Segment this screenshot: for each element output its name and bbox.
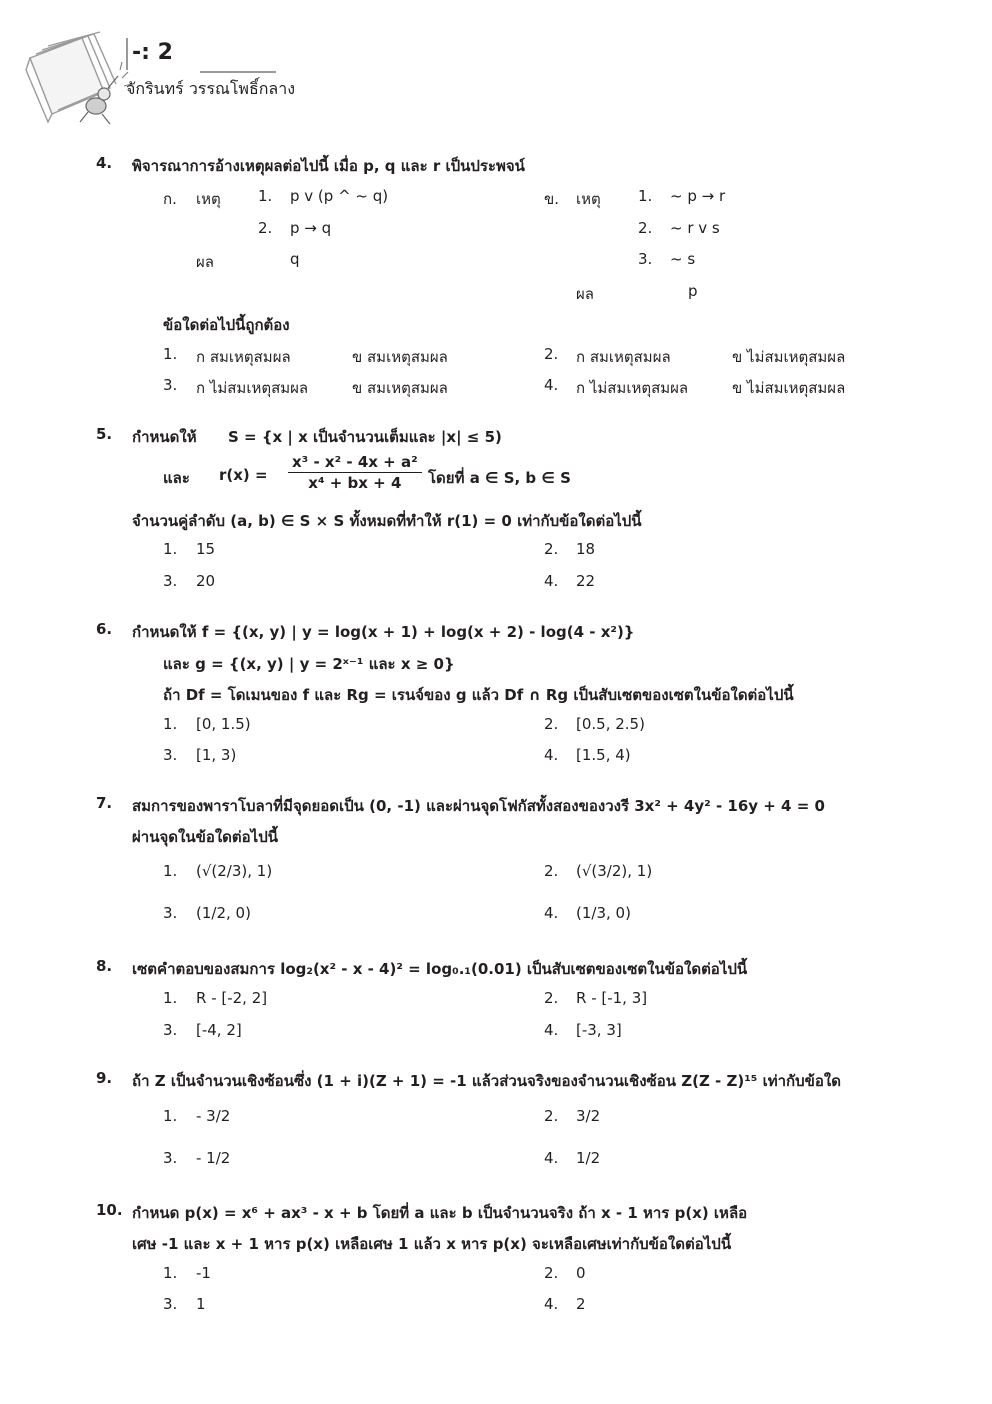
q10-line1: กำหนด p(x) = x⁶ + ax³ - x + b โดยที่ a และ b เป็นจำนวนจริง ถ้า x - 1 หาร p(x) เหลือ [132,1204,748,1222]
q4-b-conclusion-label: ผล [576,285,594,303]
option-num: 1. [163,989,178,1007]
option-text: [0, 1.5) [196,715,251,733]
option-num: 4. [544,1021,559,1039]
option-text: 15 [196,540,216,558]
q4-option-num: 4. [544,376,559,394]
q5-fraction-denominator: x⁴ + bx + 4 [308,474,402,492]
q4-b-premise-label: เหตุ [576,190,601,208]
author-name: จักรินทร์ วรรณโพธิ์กลาง [126,79,296,98]
q4-option-a: ก ไม่สมเหตุสมผล [576,379,689,397]
q4-option-b: ข ไม่สมเหตุสมผล [732,348,846,366]
option-text: [1.5, 4) [576,746,631,764]
option-text: 0 [576,1264,586,1282]
q10-number: 10. [96,1201,123,1219]
q5-fraction-numerator: x³ - x² - 4x + a² [288,452,422,473]
q5-and-label: และ [163,469,190,487]
q6-line1: กำหนดให้ f = {(x, y) | y = log(x + 1) + log(x + 2) - log(4 - x²)} [132,623,635,641]
option-text: 18 [576,540,596,558]
option-num: 1. [163,715,178,733]
option-text: (√(2/3), 1) [196,862,273,880]
q7-line2: ผ่านจุดในข้อใดต่อไปนี้ [132,828,278,846]
option-num: 4. [544,1295,559,1313]
option-text: R - [-2, 2] [196,989,268,1007]
q8-line1: เซตคำตอบของสมการ log₂(x² - x - 4)² = log₀.₁(0.01) เป็นสับเซตของเซตในข้อใดต่อไปนี้ [132,960,748,978]
q4-option-a: ก สมเหตุสมผล [576,348,671,366]
option-text: (1/3, 0) [576,904,631,922]
q4-a-conclusion-label: ผล [196,253,214,271]
option-num: 1. [163,862,178,880]
option-num: 3. [163,572,178,590]
option-num: 1. [163,1264,178,1282]
option-text: 1 [196,1295,206,1313]
option-text: -1 [196,1264,211,1282]
notes-mascot-logo [22,30,132,130]
q4-a-p2-num: 2. [258,219,273,237]
q4-a-p1: p v (p ^ ~ q) [290,187,389,205]
option-num: 2. [544,989,559,1007]
q9-number: 9. [96,1069,113,1087]
q5-condition: โดยที่ a ∈ S, b ∈ S [428,469,571,487]
option-text: - 1/2 [196,1149,231,1167]
option-num: 3. [163,746,178,764]
option-num: 2. [544,715,559,733]
q4-b-label: ข. [544,190,560,208]
q5-set-definition: S = {x | x เป็นจำนวนเต็มและ |x| ≤ 5) [228,428,502,446]
q4-a-p2: p → q [290,219,332,237]
q10-line2: เศษ -1 และ x + 1 หาร p(x) เหลือเศษ 1 แล้ว x หาร p(x) จะเหลือเศษเท่ากับข้อใดต่อไปนี้ [132,1235,732,1253]
option-text: [-3, 3] [576,1021,622,1039]
q4-b-p1: ~ p → r [670,187,726,205]
q4-a-premise-label: เหตุ [196,190,221,208]
q8-number: 8. [96,957,113,975]
option-num: 3. [163,1021,178,1039]
q4-a-label: ก. [163,190,177,208]
option-text: 22 [576,572,596,590]
q4-prompt: ข้อใดต่อไปนี้ถูกต้อง [163,316,290,334]
option-text: [1, 3) [196,746,237,764]
q4-b-p2-num: 2. [638,219,653,237]
option-text: 20 [196,572,216,590]
q4-option-num: 2. [544,345,559,363]
q4-b-p3-num: 3. [638,250,653,268]
option-num: 2. [544,862,559,880]
q4-option-a: ก ไม่สมเหตุสมผล [196,379,309,397]
option-text: [0.5, 2.5) [576,715,645,733]
q4-stem: พิจารณาการอ้างเหตุผลต่อไปนี้ เมื่อ p, q และ r เป็นประพจน์ [132,157,525,175]
option-num: 2. [544,540,559,558]
option-text: 2 [576,1295,586,1313]
option-text: [-4, 2] [196,1021,242,1039]
q4-option-num: 3. [163,376,178,394]
option-num: 3. [163,1295,178,1313]
q4-option-b: ข สมเหตุสมผล [352,379,448,397]
header-underline [200,71,276,73]
q4-a-conclusion: q [290,250,300,268]
q4-option-b: ข ไม่สมเหตุสมผล [732,379,846,397]
option-num: 4. [544,572,559,590]
q6-line2: และ g = {(x, y) | y = 2ˣ⁻¹ และ x ≥ 0} [163,655,455,673]
q4-b-p3: ~ s [670,250,696,268]
header-divider [126,38,128,70]
q7-line1: สมการของพาราโบลาที่มีจุดยอดเป็น (0, -1) และผ่านจุดโฟกัสทั้งสองของวงรี 3x² + 4y² - 16y + 4 = 0 [132,797,825,815]
option-num: 4. [544,1149,559,1167]
option-text: - 3/2 [196,1107,231,1125]
option-text: (√(3/2), 1) [576,862,653,880]
q6-line3: ถ้า Df = โดเมนของ f และ Rg = เรนจ์ของ g แล้ว Df ∩ Rg เป็นสับเซตของเซตในข้อใดต่อไปนี้ [163,686,794,704]
option-text: 3/2 [576,1107,601,1125]
option-num: 2. [544,1107,559,1125]
q5-line1-label: กำหนดให้ [132,428,197,446]
q4-option-num: 1. [163,345,178,363]
q4-option-b: ข สมเหตุสมผล [352,348,448,366]
option-num: 3. [163,1149,178,1167]
option-num: 4. [544,746,559,764]
option-num: 3. [163,904,178,922]
q4-number: 4. [96,154,113,172]
option-text: (1/2, 0) [196,904,251,922]
option-num: 2. [544,1264,559,1282]
option-text: R - [-1, 3] [576,989,648,1007]
page-number: -: 2 [132,40,173,65]
option-text: 1/2 [576,1149,601,1167]
option-num: 1. [163,1107,178,1125]
q4-b-p1-num: 1. [638,187,653,205]
q5-function-lhs: r(x) = [219,466,268,484]
q5-line3: จำนวนคู่ลำดับ (a, b) ∈ S × S ทั้งหมดที่ทำให้ r(1) = 0 เท่ากับข้อใดต่อไปนี้ [132,512,642,530]
q4-option-a: ก สมเหตุสมผล [196,348,291,366]
q9-line1: ถ้า Z เป็นจำนวนเชิงซ้อนซึ่ง (1 + i)(Z + 1) = -1 แล้วส่วนจริงของจำนวนเชิงซ้อน Z(Z - Z)¹⁵ เท่ากับข้อใด [132,1072,841,1090]
q6-number: 6. [96,620,113,638]
q5-fraction [288,452,422,493]
option-num: 4. [544,904,559,922]
option-num: 1. [163,540,178,558]
q4-b-p2: ~ r v s [670,219,720,237]
q5-number: 5. [96,425,113,443]
q4-a-p1-num: 1. [258,187,273,205]
q4-b-conclusion: p [688,282,698,300]
q7-number: 7. [96,794,113,812]
